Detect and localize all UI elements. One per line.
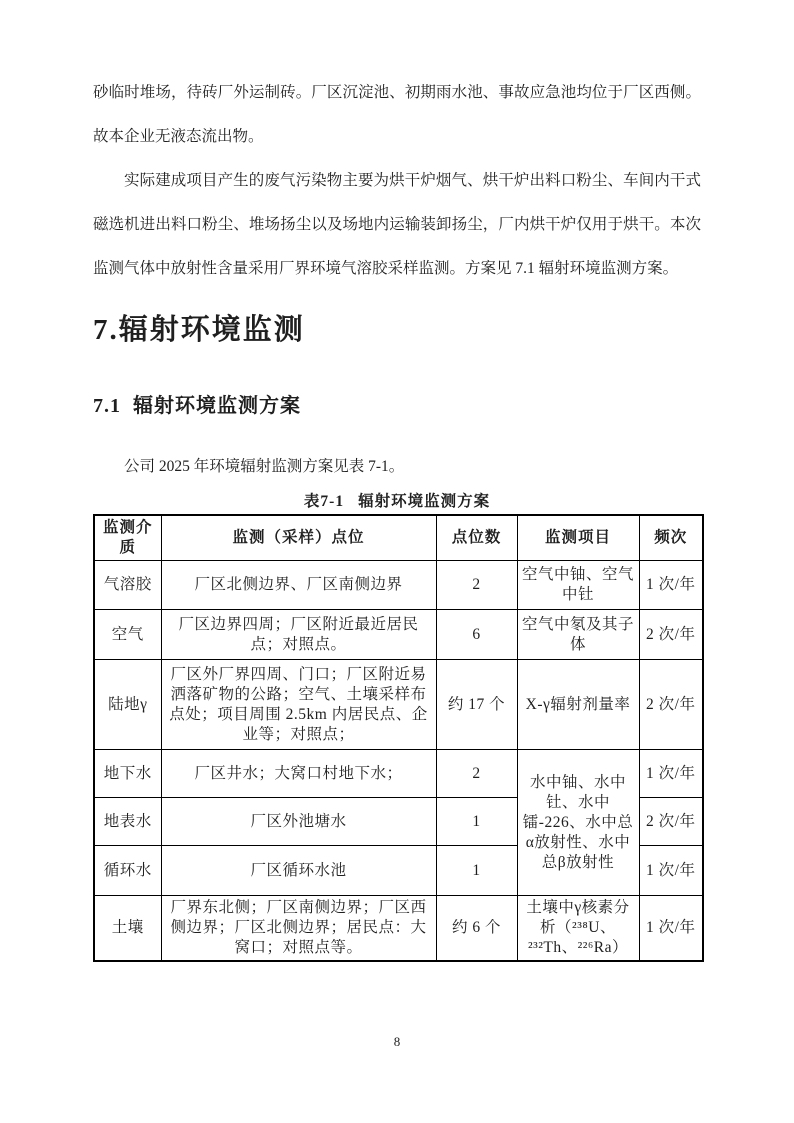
subsection-heading: 7.1 辐射环境监测方案 [93, 395, 301, 417]
table-row-aerosol [94, 561, 703, 610]
cell-frequency: 1 次/年 [639, 846, 703, 896]
cell-frequency: 2 次/年 [639, 610, 703, 660]
table-row-air [94, 610, 703, 660]
cell-item: 空气中氡及其子体 [517, 610, 639, 660]
monitoring-plan-table [93, 514, 704, 962]
cell-frequency: 2 次/年 [639, 798, 703, 846]
table-row-groundwater [94, 750, 703, 798]
cell-item-water-merged: 水中铀、水中钍、水中镭-226、水中总α放射性、水中总β放射性 [517, 750, 639, 896]
cell-count: 约 6 个 [436, 896, 517, 962]
cell-points: 厂区北侧边界、厂区南侧边界 [161, 561, 436, 610]
cell-points: 厂区边界四周；厂区附近最近居民点；对照点。 [161, 610, 436, 660]
chapter-heading: 7.辐射环境监测 [93, 314, 305, 346]
cell-count: 1 [436, 846, 517, 896]
cell-item: 土壤中γ核素分析（²³⁸U、²³²Th、²²⁶Ra） [517, 896, 639, 962]
cell-count: 6 [436, 610, 517, 660]
table-caption-label: 表7-1 [303, 493, 345, 510]
cell-medium: 地表水 [94, 798, 161, 846]
table-caption [93, 489, 701, 514]
cell-medium: 气溶胶 [94, 561, 161, 610]
cell-frequency: 1 次/年 [639, 750, 703, 798]
cell-medium: 陆地γ [94, 660, 161, 750]
cell-count: 1 [436, 798, 517, 846]
cell-medium: 空气 [94, 610, 161, 660]
column-header-medium: 监测介质 [94, 515, 161, 561]
cell-points: 厂区循环水池 [161, 846, 436, 896]
cell-frequency: 1 次/年 [639, 561, 703, 610]
cell-item: X-γ辐射剂量率 [517, 660, 639, 750]
column-header-points: 监测（采样）点位 [161, 515, 436, 561]
cell-medium: 循环水 [94, 846, 161, 896]
paragraph-waste-gas: 实际建成项目产生的废气污染物主要为烘干炉烟气、烘干炉出料口粉尘、车间内干式磁选机进出料口粉尘、堆场扬尘以及场地内运输装卸扬尘，厂内烘干炉仅用于烘干。本次监测气体中放射性含量采用厂界环境气溶胶采样监测。方案见 7.1 辐射环境监测方案。 [93, 172, 701, 277]
cell-points: 厂区外厂界四周、门口；厂区附近易洒落矿物的公路；空气、土壤采样布点处；项目周围 2.5km 内居民点、企业等；对照点； [161, 660, 436, 750]
cell-item: 空气中铀、空气中钍 [517, 561, 639, 610]
cell-points: 厂区井水；大窝口村地下水； [161, 750, 436, 798]
cell-points: 厂区外池塘水 [161, 798, 436, 846]
cell-count: 2 [436, 750, 517, 798]
column-header-frequency: 频次 [639, 515, 703, 561]
table-row-soil [94, 896, 703, 962]
page-number: 8 [393, 1034, 401, 1049]
paragraph-table-intro: 公司 2025 年环境辐射监测方案见表 7-1。 [124, 458, 405, 475]
cell-points: 厂界东北侧；厂区南侧边界；厂区西侧边界；厂区北侧边界；居民点：大窝口；对照点等。 [161, 896, 436, 962]
cell-count: 约 17 个 [436, 660, 517, 750]
paragraph-continuation: 砂临时堆场，待砖厂外运制砖。厂区沉淀池、初期雨水池、事故应急池均位于厂区西侧。故本企业无液态流出物。 [93, 84, 701, 145]
table-row-terrestrial-gamma [94, 660, 703, 750]
cell-frequency: 2 次/年 [639, 660, 703, 750]
cell-count: 2 [436, 561, 517, 610]
table-caption-title: 辐射环境监测方案 [358, 493, 491, 510]
cell-medium: 土壤 [94, 896, 161, 962]
column-header-count: 点位数 [436, 515, 517, 561]
column-header-item: 监测项目 [517, 515, 639, 561]
cell-frequency: 1 次/年 [639, 896, 703, 962]
cell-medium: 地下水 [94, 750, 161, 798]
table-header-row [94, 515, 703, 561]
